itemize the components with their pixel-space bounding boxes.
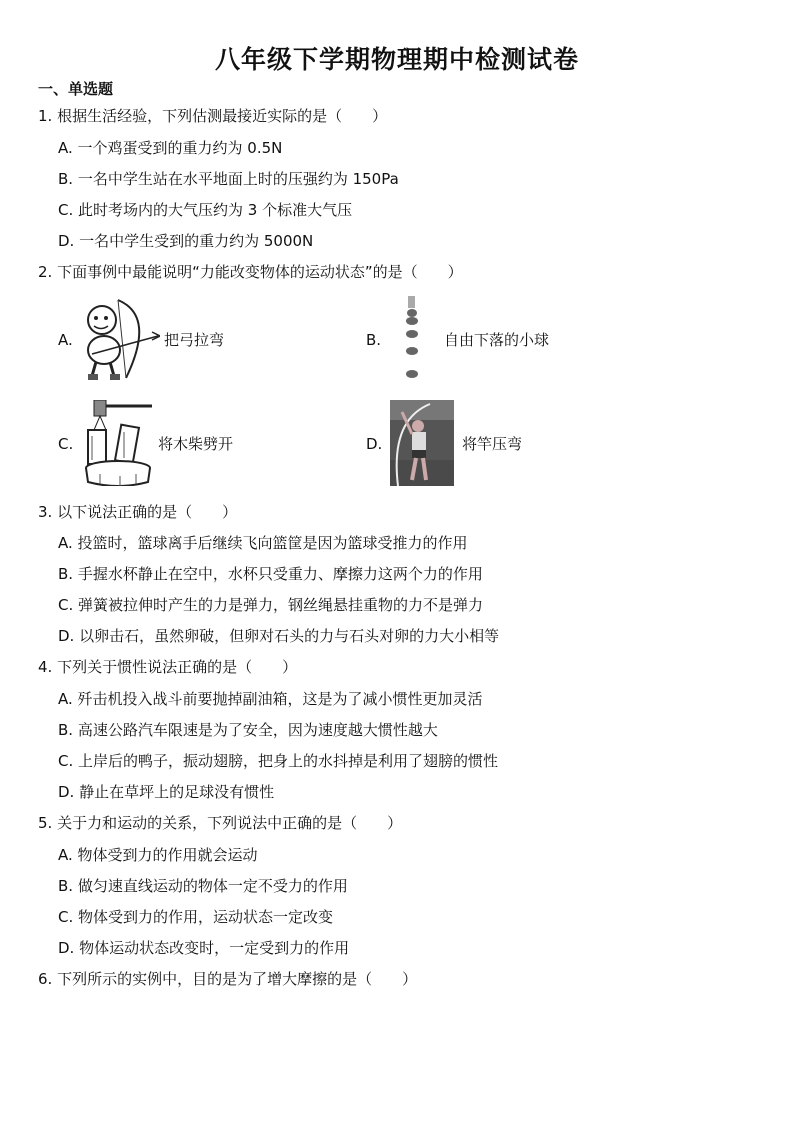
question-5-stem: 5. 关于力和运动的关系，下列说法中正确的是（ ） [38,814,403,832]
question-5-option-d: D. 物体运动状态改变时，一定受到力的作用 [58,939,350,957]
question-1-option-b: B. 一名中学生站在水平地面上时的压强约为 150Pa [58,170,399,188]
question-2-option-c-text: 将木柴劈开 [158,435,234,453]
question-4-option-b: B. 高速公路汽车限速是为了安全，因为速度越大惯性越大 [58,721,438,739]
section-heading: 一、单选题 [38,80,114,98]
question-2-option-c-label: C. [58,435,74,453]
question-3-option-c: C. 弹簧被拉伸时产生的力是弹力，钢丝绳悬挂重物的力不是弹力 [58,596,484,614]
question-6-stem: 6. 下列所示的实例中，目的是为了增大摩擦的是（ ） [38,970,418,988]
question-4-option-d: D. 静止在草坪上的足球没有惯性 [58,783,275,801]
question-4-stem: 4. 下列关于惯性说法正确的是（ ） [38,658,298,676]
question-1-option-a: A. 一个鸡蛋受到的重力约为 0.5N [58,139,283,157]
page-title: 八年级下学期物理期中检测试卷 [214,45,579,74]
question-1-option-d: D. 一名中学生受到的重力约为 5000N [58,232,314,250]
question-3-stem: 3. 以下说法正确的是（ ） [38,503,238,521]
question-2-option-a-label: A. [58,331,73,349]
question-2-option-a-text: 把弓拉弯 [164,331,225,349]
question-5-option-a: A. 物体受到力的作用就会运动 [58,846,258,864]
question-5-option-b: B. 做匀速直线运动的物体一定不受力的作用 [58,877,348,895]
question-4-option-a: A. 歼击机投入战斗前要抛掉副油箱，这是为了减小惯性更加灵活 [58,690,483,708]
question-1-option-c: C. 此时考场内的大气压约为 3 个标准大气压 [58,201,353,219]
splitting-wood-image [80,400,156,486]
question-2-option-b-label: B. [366,331,382,349]
question-4-option-c: C. 上岸后的鸭子，振动翅膀，把身上的水抖掉是利用了翅膀的惯性 [58,752,499,770]
question-3-option-a: A. 投篮时，篮球离手后继续飞向篮筐是因为篮球受推力的作用 [58,534,468,552]
question-3-option-b: B. 手握水杯静止在空中，水杯只受重力、摩擦力这两个力的作用 [58,565,483,583]
question-3-option-d: D. 以卵击石，虽然卵破，但卵对石头的力与石头对卵的力大小相等 [58,627,500,645]
pole-vault-photo [390,400,454,486]
question-2-stem: 2. 下面事例中最能说明“力能改变物体的运动状态”的是（ ） [38,263,463,281]
archer-bow-image [78,296,160,382]
falling-ball-image [402,296,422,382]
question-2-option-d-text: 将竿压弯 [462,435,523,453]
question-2-option-d-label: D. [366,435,383,453]
question-2-option-b-text: 自由下落的小球 [444,331,550,349]
question-1-stem: 1. 根据生活经验，下列估测最接近实际的是（ ） [38,107,388,125]
question-5-option-c: C. 物体受到力的作用，运动状态一定改变 [58,908,334,926]
